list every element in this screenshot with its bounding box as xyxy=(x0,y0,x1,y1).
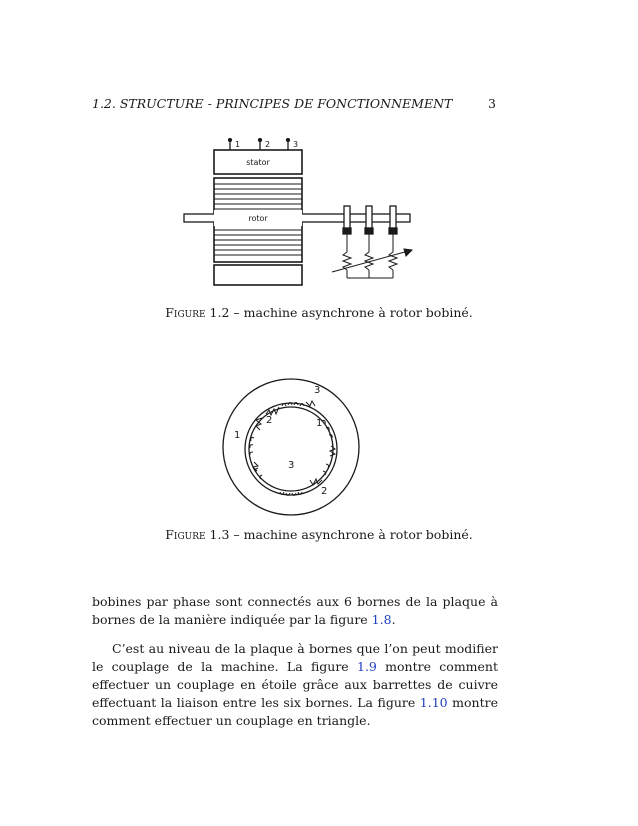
stator-block-bottom xyxy=(214,265,302,285)
paragraph-2 xyxy=(92,640,498,730)
section-title: 1.2. STRUCTURE - PRINCIPES DE FONCTIONNEMENT xyxy=(92,96,453,111)
coil-ends xyxy=(253,401,335,485)
rheostat xyxy=(332,234,412,278)
caption-label: Figure 1.2 xyxy=(165,305,230,320)
rotor-outer-circle xyxy=(245,403,337,495)
paragraph-text: montre comment effectuer un couplage en triangle. xyxy=(92,695,498,728)
winding-label-b: 2 xyxy=(266,415,273,426)
running-header xyxy=(92,96,496,111)
paragraph-1 xyxy=(92,593,498,629)
paragraph-text: montre comment effectuer un couplage en étoile grâce aux barrettes de cuivre effectuant la liaison entre les six bornes. La figure xyxy=(92,659,498,710)
figure-wound-rotor xyxy=(180,138,420,290)
winding-label-a: 3 xyxy=(314,385,321,396)
figure-caption-1-3 xyxy=(0,527,638,542)
caption-text: – machine asynchrone à rotor bobiné. xyxy=(229,527,473,542)
paragraph-text: . xyxy=(391,612,396,627)
caption-text: – machine asynchrone à rotor bobiné. xyxy=(229,305,473,320)
caption-label: Figure 1.3 xyxy=(165,527,230,542)
figure-ref-1-10[interactable]: 1.10 xyxy=(419,695,448,710)
paragraph-text: C’est au niveau de la plaque à bornes que l’on peut modifier le couplage de la machine. La figure xyxy=(92,641,498,674)
figure-winding-cross-section xyxy=(218,376,364,518)
terminal-label-3: 3 xyxy=(293,140,299,149)
figure-caption-1-2 xyxy=(0,305,638,320)
stator-label: stator xyxy=(246,158,270,167)
figure-ref-1-8[interactable]: 1.8 xyxy=(371,612,392,627)
paragraph-text: bobines par phase sont connectés aux 6 bornes de la plaque à bornes de la manière indiquée par la figure xyxy=(92,594,498,627)
winding-label-d: 1 xyxy=(234,430,241,441)
winding-label-c: 1 xyxy=(316,418,323,429)
page-number: 3 xyxy=(488,96,496,111)
figure-ref-1-9[interactable]: 1.9 xyxy=(357,659,377,674)
rotor-label: rotor xyxy=(248,214,268,223)
winding-label-f: 2 xyxy=(321,486,328,497)
winding-label-e: 3 xyxy=(288,460,295,471)
terminal-label-1: 1 xyxy=(235,140,241,149)
terminal-label-2: 2 xyxy=(265,140,271,149)
